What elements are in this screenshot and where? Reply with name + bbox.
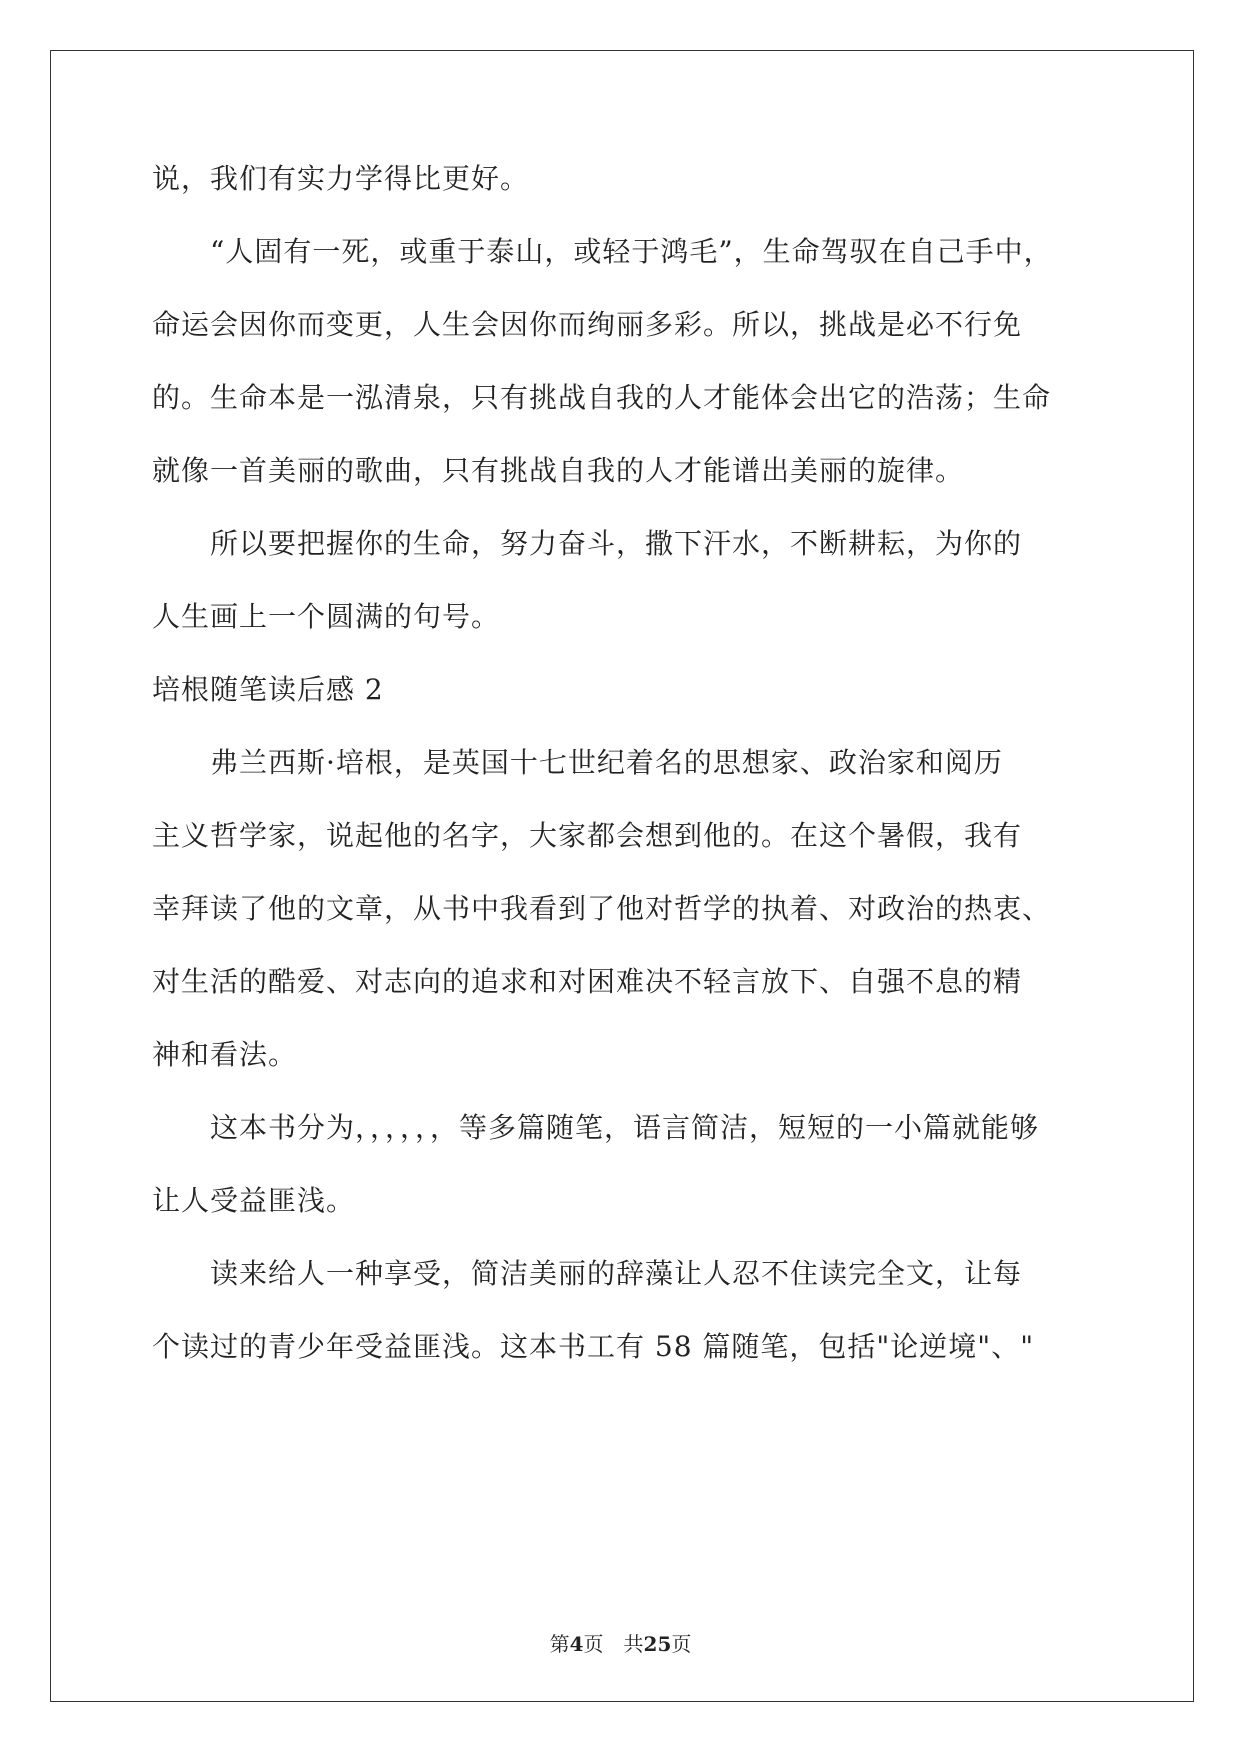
text-line: 读来给人一种享受，简洁美丽的辞藻让人忍不住读完全文，让每 (152, 1257, 1023, 1290)
page-border (50, 50, 1194, 1702)
section-heading: 培根随笔读后感 2 (152, 673, 384, 706)
text-line: 幸拜读了他的文章，从书中我看到了他对哲学的执着、对政治的热衷、 (152, 892, 1052, 925)
text-line: 人生画上一个圆满的句号。 (152, 600, 501, 633)
text-line: 让人受益匪浅。 (152, 1184, 356, 1217)
text-line: 这本书分为，，，，，，等多篇随笔，语言简洁，短短的一小篇就能够 (152, 1111, 1040, 1144)
total-page-number: 25 (643, 1632, 672, 1656)
text-line: 神和看法。 (152, 1038, 298, 1071)
text-line: 对生活的酷爱、对志向的追求和对困难决不轻言放下、自强不息的精 (152, 965, 1023, 998)
text-line: 弗兰西斯·培根，是英国十七世纪着名的思想家、政治家和阅历 (152, 746, 1003, 779)
footer-suffix: 页 (671, 1632, 692, 1656)
text-line: 主义哲学家，说起他的名字，大家都会想到他的。在这个暑假，我有 (152, 819, 1023, 852)
text-line: 所以要把握你的生命，努力奋斗，撒下汗水，不断耕耘，为你的 (152, 527, 1023, 560)
current-page-number: 4 (569, 1632, 584, 1656)
text-line: 就像一首美丽的歌曲，只有挑战自我的人才能谱出美丽的旋律。 (152, 454, 965, 487)
footer-middle: 页 共 (583, 1632, 644, 1656)
text-line: 命运会因你而变更，人生会因你而绚丽多彩。所以，挑战是必不行免 (152, 308, 1023, 341)
text-line: 的。生命本是一泓清泉，只有挑战自我的人才能体会出它的浩荡；生命 (152, 381, 1052, 414)
page-footer (0, 1632, 1241, 1656)
text-line: 说，我们有实力学得比更好。 (152, 162, 530, 195)
text-line: 个读过的青少年受益匪浅。这本书工有 58 篇随笔，包括"论逆境"、" (152, 1330, 1035, 1363)
text-line: “人固有一死，或重于泰山，或轻于鸿毛”，生命驾驭在自己手中， (152, 235, 1053, 268)
footer-prefix: 第 (549, 1632, 570, 1656)
